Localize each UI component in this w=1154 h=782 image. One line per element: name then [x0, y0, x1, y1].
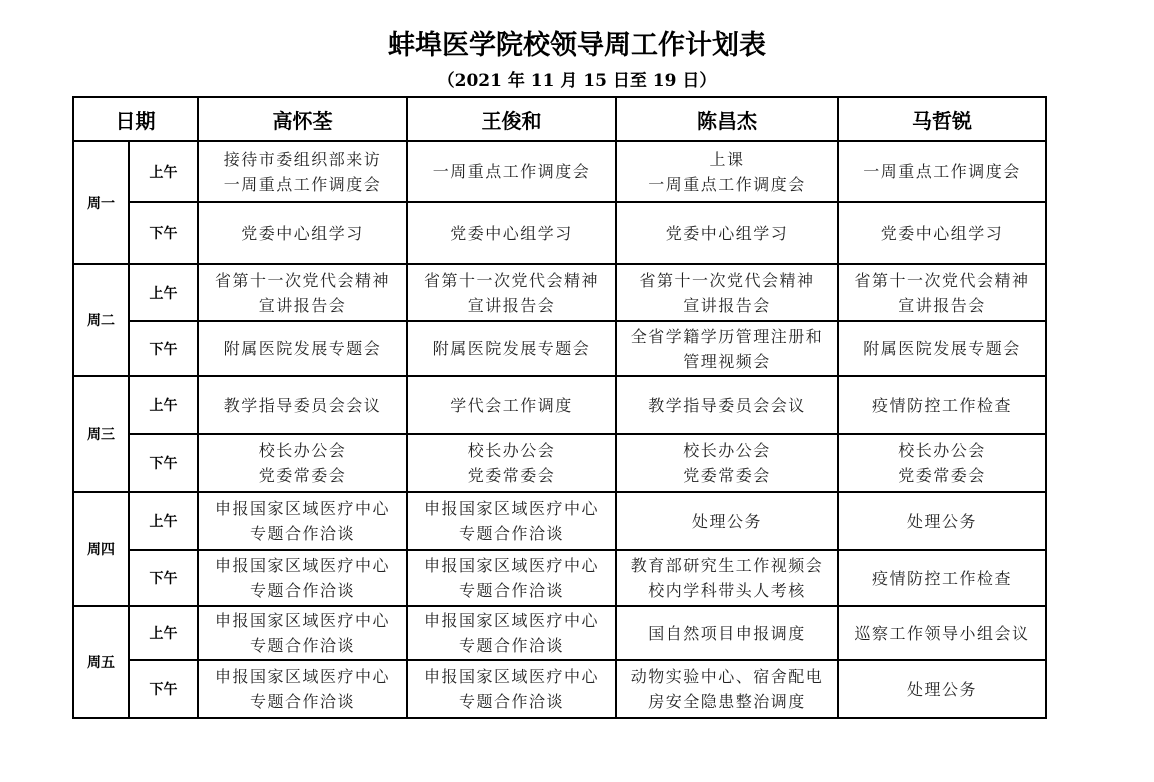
activity-text: 处理公务 [906, 679, 977, 699]
schedule-cell [838, 264, 1046, 321]
header-leader: 高怀荃 [198, 97, 407, 141]
schedule-row [73, 202, 1046, 264]
header-leader: 王俊和 [407, 97, 616, 141]
schedule-cell [838, 492, 1046, 550]
activity-text: 全省学籍学历管理注册和 [630, 326, 824, 346]
half-day-label: 下午 [129, 550, 198, 606]
schedule-cell [407, 264, 616, 321]
activity-text: 申报国家区域医疗中心 [423, 667, 599, 686]
day-label: 周四 [73, 492, 129, 606]
activity-text: 教学指导委员会会议 [648, 395, 806, 415]
schedule-cell [407, 606, 616, 660]
schedule-cell [838, 321, 1046, 376]
schedule-cell [198, 550, 407, 606]
schedule-cell [198, 141, 407, 202]
header-row [73, 97, 1046, 141]
schedule-cell [198, 434, 407, 492]
activity-text: 学代会工作调度 [450, 395, 573, 415]
schedule-cell [838, 141, 1046, 202]
schedule-cell [616, 141, 838, 202]
schedule-cell [198, 264, 407, 321]
activity-text: 专题合作洽谈 [458, 636, 564, 655]
activity-text: 申报国家区域医疗中心 [214, 499, 390, 518]
activity-text: 教育部研究生工作视频会 [630, 556, 824, 575]
activity-text: 上课 [709, 149, 745, 169]
header-date: 日期 [73, 97, 198, 141]
schedule-row [73, 141, 1046, 202]
activity-text: 一周重点工作调度会 [432, 162, 591, 181]
activity-text: 附属医院发展专题会 [223, 339, 382, 358]
activity-text: 党委中心组学习 [665, 223, 789, 243]
activity-text: 党委常委会 [258, 466, 347, 485]
activity-text: 申报国家区域医疗中心 [423, 556, 599, 575]
half-day-label: 下午 [129, 434, 198, 492]
schedule-cell [198, 321, 407, 376]
activity-text: 党委常委会 [467, 466, 556, 485]
schedule-cell [838, 202, 1046, 264]
activity-text: 动物实验中心、宿舍配电 [630, 667, 824, 686]
activity-text: 管理视频会 [683, 351, 771, 371]
activity-text: 处理公务 [691, 511, 762, 531]
activity-text: 专题合作洽谈 [249, 581, 355, 600]
schedule-cell [198, 606, 407, 660]
activity-text: 教学指导委员会会议 [223, 395, 382, 415]
activity-text: 校长办公会 [258, 441, 347, 460]
schedule-row [73, 660, 1046, 718]
schedule-cell [407, 492, 616, 550]
schedule-body [73, 141, 1046, 718]
activity-text: 疫情防控工作检查 [871, 568, 1012, 588]
page-title: 蚌埠医学院校领导周工作计划表 [388, 30, 766, 61]
schedule-cell [407, 434, 616, 492]
activity-text: 申报国家区域医疗中心 [423, 499, 599, 518]
schedule-cell [407, 660, 616, 718]
activity-text: 专题合作洽谈 [458, 692, 564, 711]
half-day-label: 下午 [129, 321, 198, 376]
schedule-row [73, 434, 1046, 492]
schedule-cell [407, 376, 616, 434]
schedule-cell [838, 660, 1046, 718]
activity-text: 房安全隐患整治调度 [648, 692, 806, 711]
schedule-row [73, 492, 1046, 550]
schedule-cell [407, 321, 616, 376]
activity-text: 附属医院发展专题会 [863, 339, 1021, 358]
schedule-row [73, 550, 1046, 606]
day-label: 周二 [73, 264, 129, 376]
activity-text: 校长办公会 [898, 441, 986, 460]
activity-text: 宣讲报告会 [683, 295, 771, 315]
activity-text: 专题合作洽谈 [458, 581, 564, 600]
activity-text: 国自然项目申报调度 [648, 623, 806, 643]
activity-text: 省第十一次党代会精神 [214, 270, 390, 290]
schedule-cell [616, 550, 838, 606]
schedule-cell [198, 492, 407, 550]
schedule-cell [616, 321, 838, 376]
activity-text: 宣讲报告会 [467, 295, 556, 315]
activity-text: 专题合作洽谈 [458, 524, 564, 543]
half-day-label: 下午 [129, 660, 198, 718]
schedule-cell [616, 264, 838, 321]
activity-text: 处理公务 [906, 511, 977, 531]
activity-text: 党委中心组学习 [880, 223, 1004, 243]
activity-text: 宣讲报告会 [898, 295, 986, 315]
schedule-row [73, 606, 1046, 660]
schedule-cell [838, 550, 1046, 606]
schedule-cell [198, 202, 407, 264]
schedule-cell [407, 550, 616, 606]
half-day-label: 上午 [129, 606, 198, 660]
activity-text: 一周重点工作调度会 [223, 174, 382, 194]
schedule-cell [838, 434, 1046, 492]
schedule-cell [616, 434, 838, 492]
header-leader: 马哲锐 [838, 97, 1046, 141]
day-label: 周一 [73, 141, 129, 264]
activity-text: 申报国家区域医疗中心 [214, 611, 390, 630]
schedule-row [73, 376, 1046, 434]
activity-text: 党委中心组学习 [241, 223, 364, 243]
activity-text: 党委常委会 [898, 466, 986, 485]
day-label: 周三 [73, 376, 129, 492]
activity-text: 省第十一次党代会精神 [854, 270, 1030, 290]
day-label: 周五 [73, 606, 129, 718]
activity-text: 附属医院发展专题会 [432, 339, 591, 358]
schedule-cell [198, 376, 407, 434]
activity-text: 校长办公会 [683, 441, 771, 460]
activity-text: 一周重点工作调度会 [648, 174, 806, 194]
schedule-cell [407, 202, 616, 264]
schedule-cell [616, 376, 838, 434]
half-day-label: 上午 [129, 264, 198, 321]
half-day-label: 上午 [129, 141, 198, 202]
activity-text: 接待市委组织部来访 [223, 149, 382, 169]
schedule-cell [616, 660, 838, 718]
schedule-row [73, 264, 1046, 321]
activity-text: 宣讲报告会 [258, 295, 347, 315]
schedule-cell [838, 606, 1046, 660]
half-day-label: 上午 [129, 376, 198, 434]
activity-text: 专题合作洽谈 [249, 692, 355, 711]
activity-text: 申报国家区域医疗中心 [423, 611, 599, 630]
activity-text: 校内学科带头人考核 [648, 581, 806, 600]
activity-text: 省第十一次党代会精神 [639, 270, 815, 290]
schedule-cell [198, 660, 407, 718]
activity-text: 申报国家区域医疗中心 [214, 667, 390, 686]
date-range-subtitle: （2021 年 11 月 15 日至 19 日） [437, 71, 717, 91]
half-day-label: 上午 [129, 492, 198, 550]
schedule-cell [616, 202, 838, 264]
activity-text: 巡察工作领导小组会议 [854, 623, 1030, 643]
activity-text: 校长办公会 [467, 441, 556, 460]
schedule-cell [616, 606, 838, 660]
activity-text: 专题合作洽谈 [249, 636, 355, 655]
schedule-cell [616, 492, 838, 550]
schedule-row [73, 321, 1046, 376]
schedule-table [72, 96, 1047, 719]
schedule-cell [838, 376, 1046, 434]
activity-text: 党委常委会 [683, 466, 771, 485]
activity-text: 省第十一次党代会精神 [423, 270, 599, 290]
activity-text: 专题合作洽谈 [249, 524, 355, 543]
schedule-cell [407, 141, 616, 202]
header-leader: 陈昌杰 [616, 97, 838, 141]
activity-text: 党委中心组学习 [450, 223, 573, 243]
activity-text: 申报国家区域医疗中心 [214, 556, 390, 575]
activity-text: 疫情防控工作检查 [871, 395, 1012, 415]
half-day-label: 下午 [129, 202, 198, 264]
activity-text: 一周重点工作调度会 [863, 162, 1021, 181]
